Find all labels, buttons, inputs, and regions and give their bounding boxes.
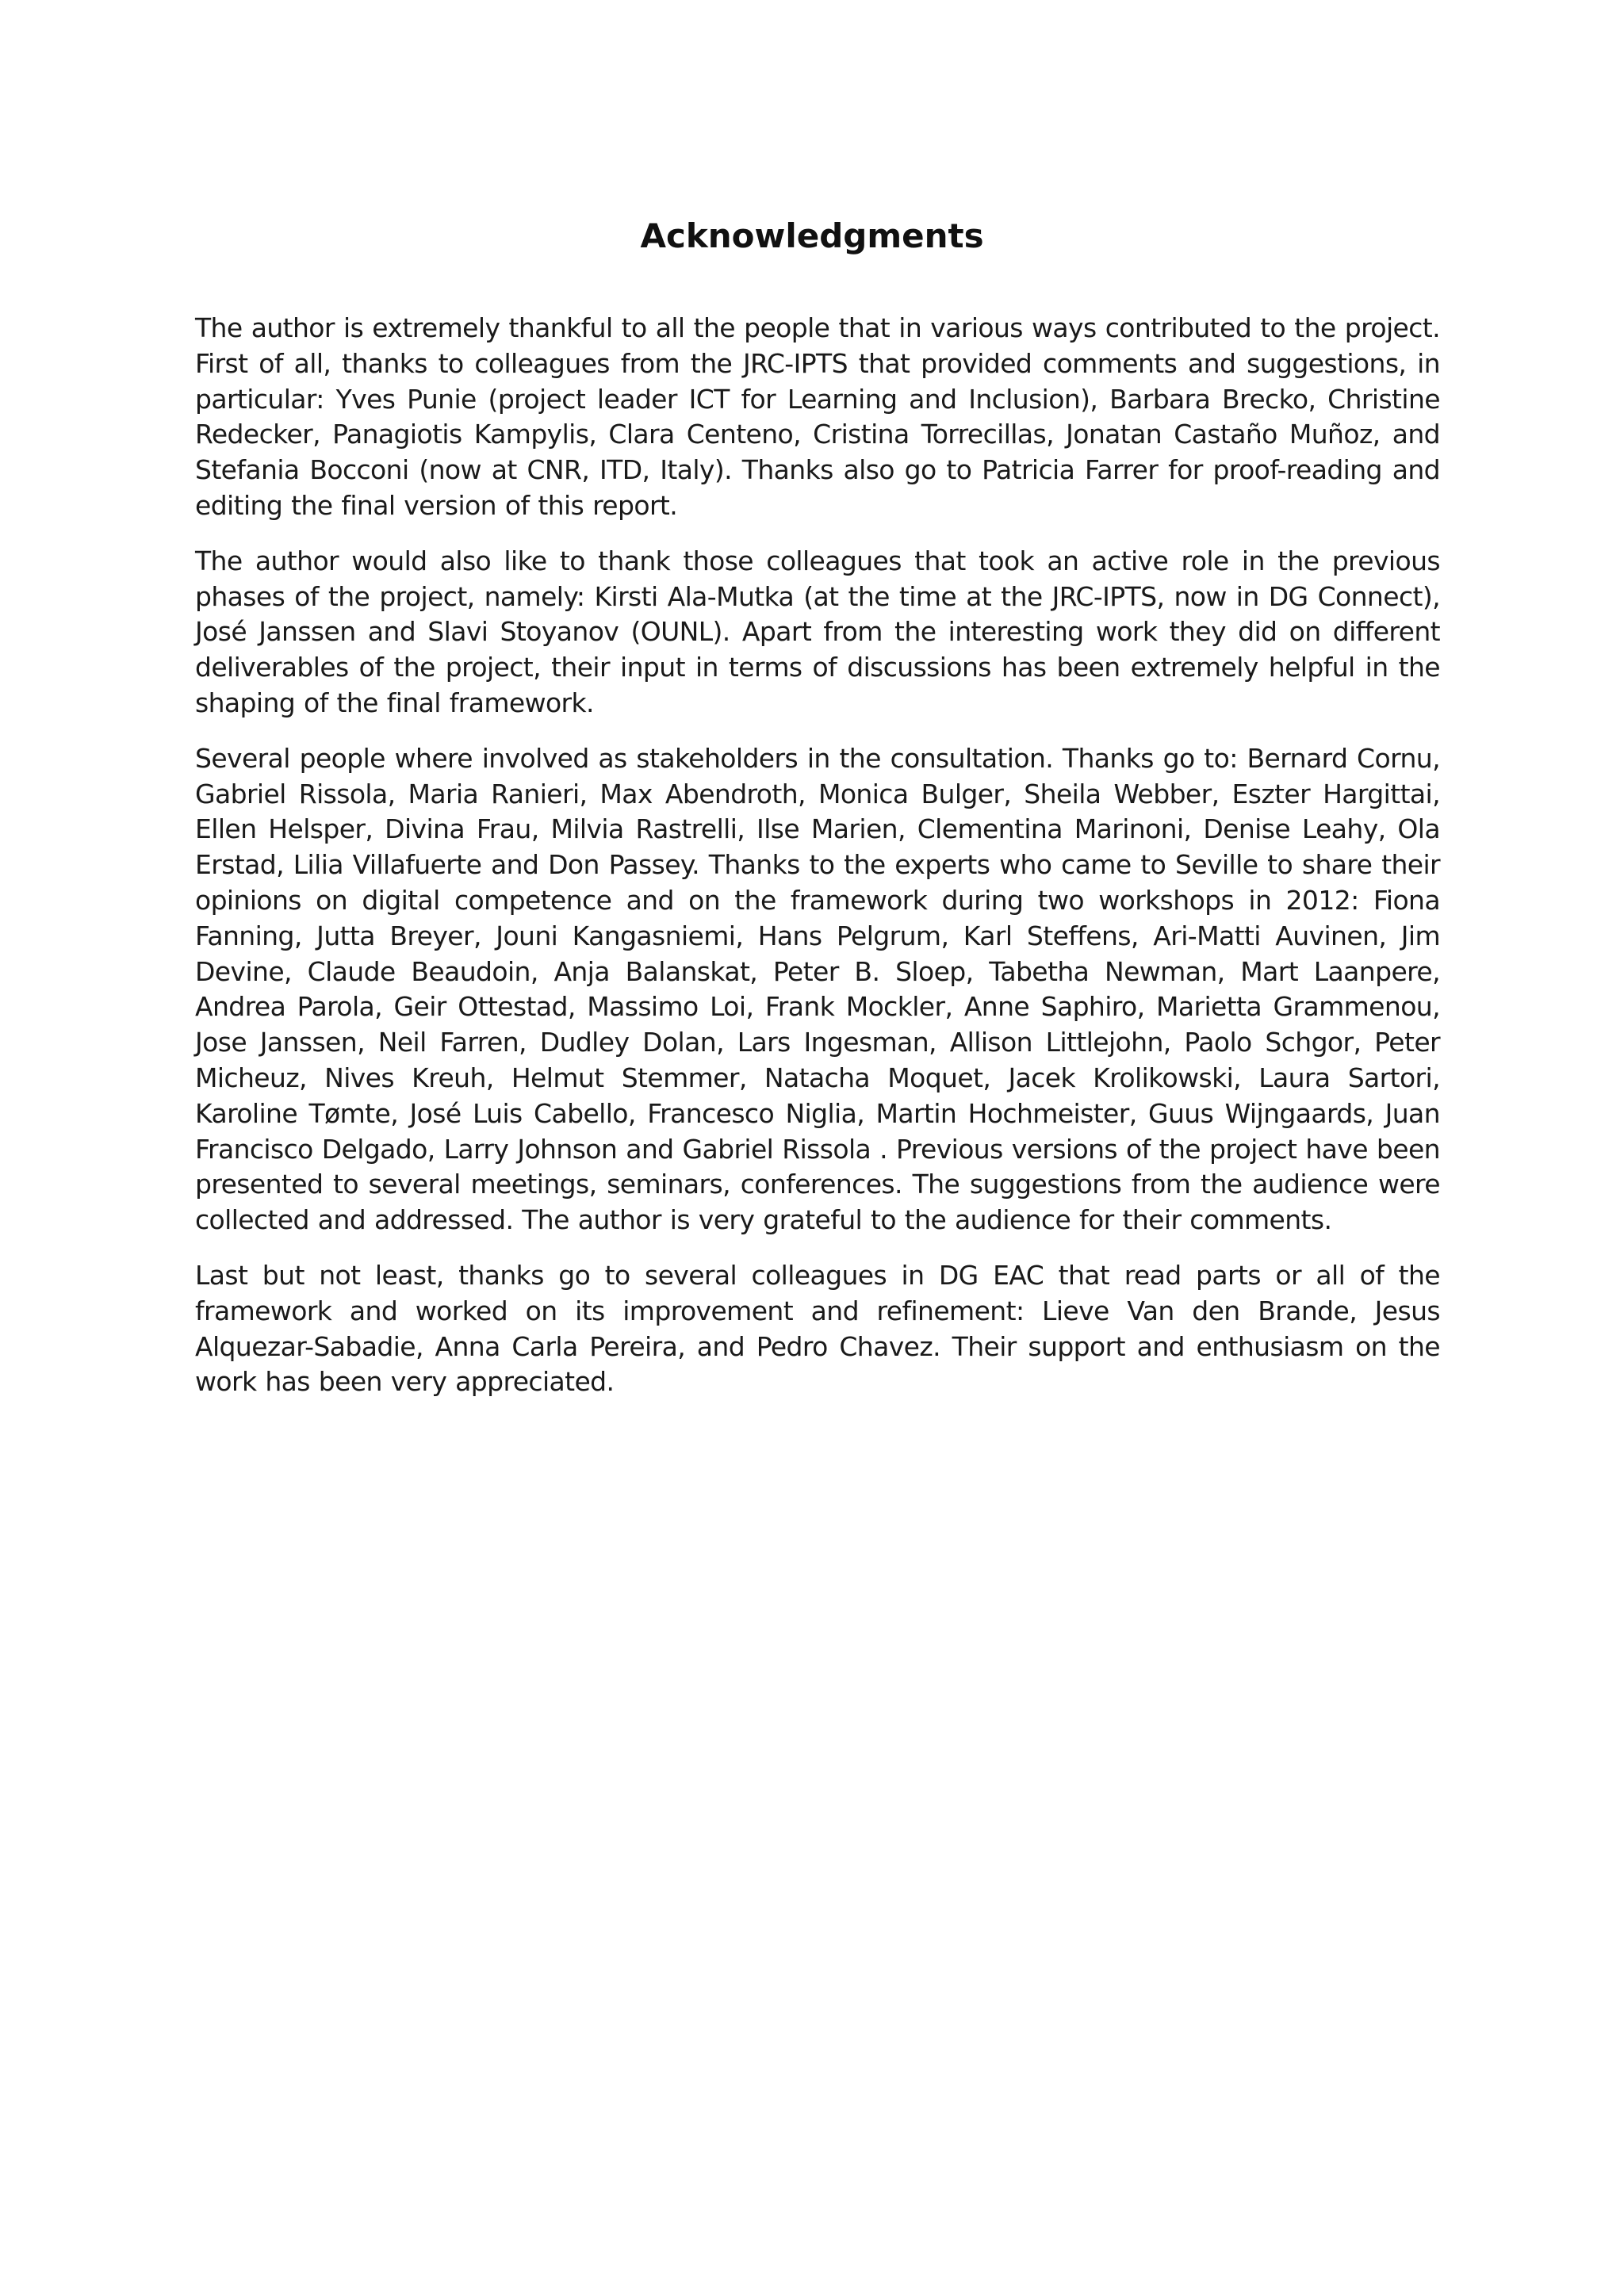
paragraph-ipts-colleagues: The author is extremely thankful to all the people that in various ways contributed to the project. First of all, thanks to colleagues from the JRC-IPTS that provided comments and suggestions, in particular: Yves Punie (project leader ICT for Learning and Inclusion), Barbara Brecko, Christine Redecker, Panagiotis Kampylis, Clara Centeno, Cristina Torrecillas, Jonatan Castaño Muñoz, and Stefania Bocconi (now at CNR, ITD, Italy). Thanks also go to Patricia Farrer for proof-reading and editing the final version of this report. [195,312,1440,521]
paragraph-stakeholders: Several people where involved as stakeholders in the consultation. Thanks go to: Bernard Cornu, Gabriel Rissola, Maria Ranieri, Max Abendroth, Monica Bulger, Sheila Webber, Eszter Hargittai, Ellen Helsper, Divina Frau, Milvia Rastrelli, Ilse Marien, Clementina Marinoni, Denise Leahy, Ola Erstad, Lilia Villafuerte and Don Passey. Thanks to the experts who came to Seville to share their opinions on digital competence and on the framework during two workshops in 2012: Fiona Fanning, Jutta Breyer, Jouni Kangasniemi, Hans Pelgrum, Karl Steffens, Ari-Matti Auvinen, Jim Devine, Claude Beaudoin, Anja Balanskat, Peter B. Sloep, Tabetha Newman, Mart Laanpere, Andrea Parola, Geir Ottestad, Massimo Loi, Frank Mockler, Anne Saphiro, Marietta Grammenou, Jose Janssen, Neil Farren, Dudley Dolan, Lars Ingesman, Allison Littlejohn, Paolo Schgor, Peter Micheuz, Nives Kreuh, Helmut Stemmer, Natacha Moquet, Jacek Krolikowski, Laura Sartori, Karoline Tømte, José Luis Cabello, Francesco Niglia, Martin Hochmeister, Guus Wijngaards, Juan Francisco Delgado, Larry Johnson and Gabriel Rissola . Previous versions of the project have been presented to several meetings, seminars, conferences. The suggestions from the audience were collected and addressed. The author is very grateful to the audience for their comments. [195,742,1440,1236]
acknowledgments-body [195,311,1440,1420]
paragraph-dg-eac: Last but not least, thanks go to several colleagues in DG EAC that read parts or all of the framework and worked on its improvement and refinement: Lieve Van den Brande, Jesus Alquezar-Sabadie, Anna Carla Pereira, and Pedro Chavez. Their support and enthusiasm on the work has been very appreciated. [195,1259,1440,1398]
paragraph-previous-phases: The author would also like to thank those colleagues that took an active role in the previous phases of the project, namely: Kirsti Ala-Mutka (at the time at the JRC-IPTS, now in DG Connect), José Janssen and Slavi Stoyanov (OUNL). Apart from the interesting work they did on different deliverables of the project, their input in terms of discussions has been extremely helpful in the shaping of the final framework. [195,545,1440,718]
page-title: Acknowledgments [640,216,984,255]
